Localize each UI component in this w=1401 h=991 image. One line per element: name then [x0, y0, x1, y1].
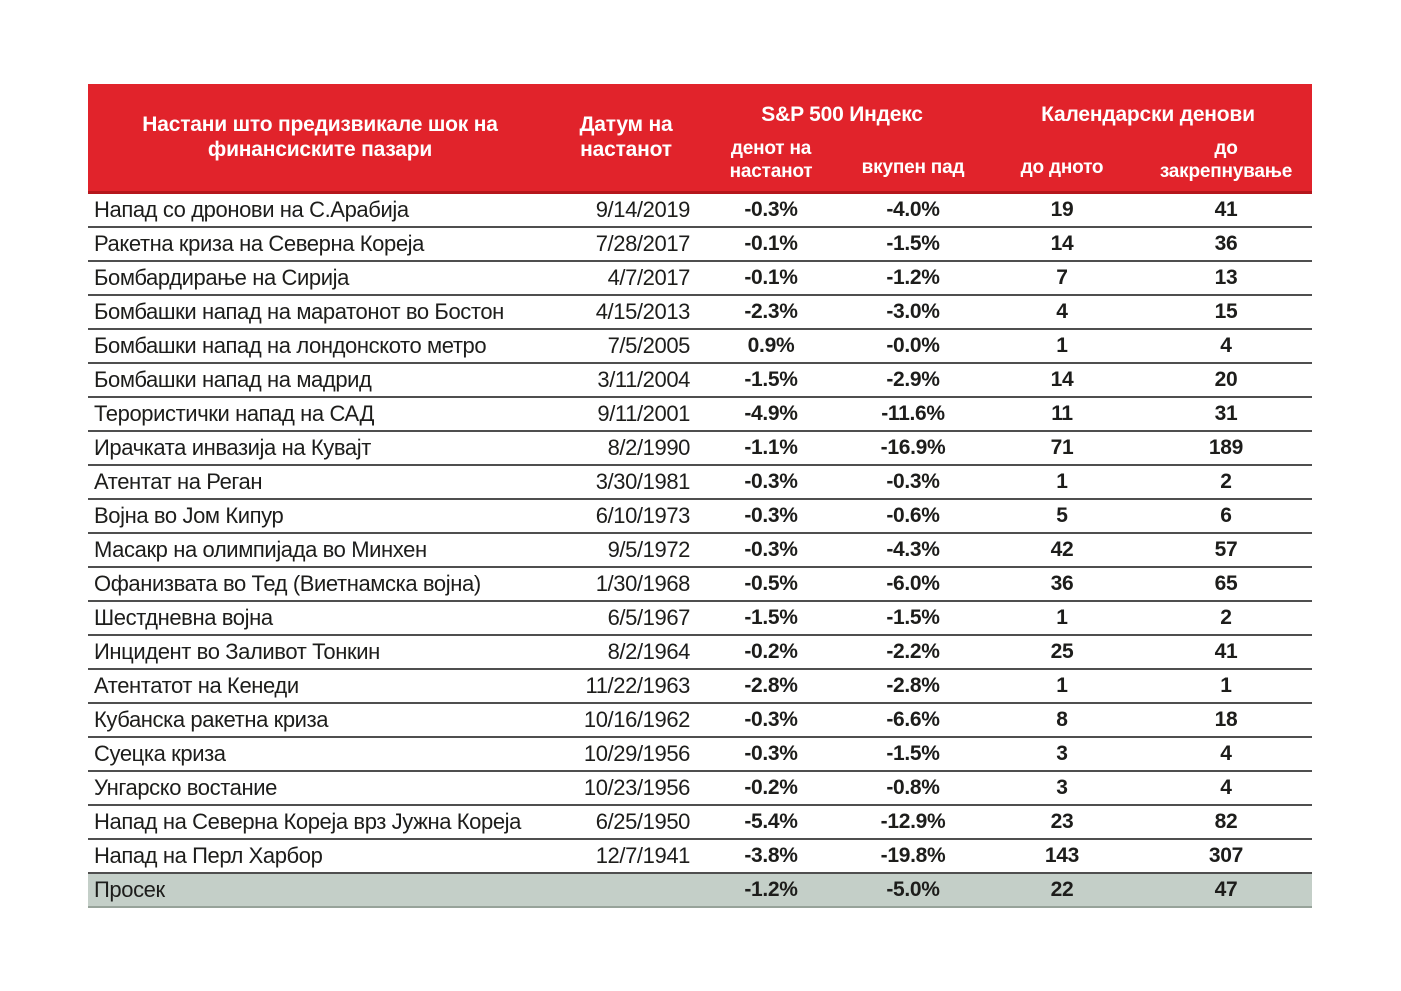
to-bottom-cell: 23	[1050, 810, 1074, 833]
day-pct-cell: -5.4%	[744, 810, 798, 833]
header-to-recovery-label: до закрепнување	[1159, 138, 1293, 182]
table-row	[88, 840, 1312, 874]
total-pct-cell: -0.8%	[886, 776, 940, 799]
summary-row	[88, 874, 1312, 908]
date-cell: 6/5/1967	[607, 605, 690, 630]
date-cell: 1/30/1968	[595, 571, 690, 596]
day-pct-cell: -0.3%	[744, 538, 798, 561]
to-recovery-cell: 20	[1214, 368, 1238, 391]
to-recovery-cell: 189	[1208, 436, 1244, 459]
day-pct-cell: -0.3%	[744, 198, 798, 221]
header-date-label: Датум на настанот	[579, 112, 673, 161]
header-events-label: Настани што предизвикале шок на финансиските пазари	[142, 112, 498, 161]
to-bottom-cell: 14	[1050, 368, 1074, 391]
date-cell: 11/22/1963	[585, 673, 690, 698]
event-cell: Офанизвата во Тед (Виетнамска војна)	[94, 571, 481, 596]
day-pct-cell: -1.5%	[744, 606, 798, 629]
total-pct-cell: -0.0%	[886, 334, 940, 357]
date-cell: 12/7/1941	[595, 843, 690, 868]
to-recovery-cell: 2	[1220, 606, 1232, 629]
day-pct-cell: -2.3%	[744, 300, 798, 323]
header-to-bottom-column: до дното	[1020, 157, 1104, 179]
table-row	[88, 228, 1312, 262]
to-bottom-cell: 36	[1050, 572, 1074, 595]
to-bottom-cell: 1	[1056, 674, 1068, 697]
to-bottom-cell: 7	[1056, 266, 1068, 289]
to-bottom-cell: 3	[1056, 776, 1068, 799]
summary-to-bottom-cell: 22	[1050, 878, 1074, 901]
table-header	[88, 84, 1312, 194]
event-cell: Напад на Северна Кореја врз Јужна Кореја	[94, 809, 521, 834]
date-cell: 7/28/2017	[595, 231, 690, 256]
table-row	[88, 296, 1312, 330]
to-bottom-cell: 14	[1050, 232, 1074, 255]
to-recovery-cell: 57	[1214, 538, 1238, 561]
table-row	[88, 738, 1312, 772]
table-row	[88, 602, 1312, 636]
to-bottom-cell: 5	[1056, 504, 1068, 527]
table-row	[88, 262, 1312, 296]
day-pct-cell: -0.1%	[744, 232, 798, 255]
date-cell: 6/10/1973	[595, 503, 690, 528]
to-bottom-cell: 8	[1056, 708, 1068, 731]
total-pct-cell: -1.5%	[886, 232, 940, 255]
date-cell: 8/2/1990	[607, 435, 690, 460]
day-pct-cell: -1.5%	[744, 368, 798, 391]
to-recovery-cell: 2	[1220, 470, 1232, 493]
event-cell: Напад со дронови на С.Арабија	[94, 197, 409, 222]
to-recovery-cell: 6	[1220, 504, 1232, 527]
day-pct-cell: -0.3%	[744, 504, 798, 527]
summary-day-pct-cell: -1.2%	[744, 878, 798, 901]
table-row	[88, 670, 1312, 704]
table-row	[88, 432, 1312, 466]
total-pct-cell: -3.0%	[886, 300, 940, 323]
total-pct-cell: -19.8%	[880, 844, 946, 867]
to-recovery-cell: 82	[1214, 810, 1238, 833]
event-cell: Инцидент во Заливот Тонкин	[94, 639, 380, 664]
table-row	[88, 772, 1312, 806]
event-cell: Ракетна криза на Северна Кореја	[94, 231, 424, 256]
table-row	[88, 466, 1312, 500]
to-bottom-cell: 11	[1051, 402, 1073, 425]
date-cell: 4/7/2017	[607, 265, 690, 290]
to-bottom-cell: 19	[1050, 198, 1074, 221]
event-cell: Унгарско востание	[94, 775, 277, 800]
day-pct-cell: 0.9%	[747, 334, 795, 357]
to-recovery-cell: 4	[1220, 776, 1232, 799]
table-row	[88, 194, 1312, 228]
table-row	[88, 704, 1312, 738]
day-pct-cell: -3.8%	[744, 844, 798, 867]
event-cell: Ирачката инвазија на Кувајт	[94, 435, 371, 460]
to-bottom-cell: 71	[1050, 436, 1074, 459]
total-pct-cell: -4.3%	[886, 538, 940, 561]
total-pct-cell: -6.0%	[886, 572, 940, 595]
date-cell: 4/15/2013	[595, 299, 690, 324]
table-row	[88, 568, 1312, 602]
day-pct-cell: -1.1%	[744, 436, 798, 459]
to-bottom-cell: 4	[1056, 300, 1068, 323]
table-row	[88, 636, 1312, 670]
table-row	[88, 500, 1312, 534]
table-row	[88, 806, 1312, 840]
table-row	[88, 330, 1312, 364]
market-shock-table	[88, 84, 1312, 908]
event-cell: Војна во Јом Кипур	[94, 503, 284, 528]
date-cell: 9/14/2019	[595, 197, 690, 222]
date-cell: 3/30/1981	[595, 469, 690, 494]
table-row	[88, 534, 1312, 568]
total-pct-cell: -2.8%	[886, 674, 940, 697]
to-bottom-cell: 42	[1050, 538, 1074, 561]
event-cell: Бомбашки напад на мадрид	[94, 367, 372, 392]
header-group-calendar-days: Календарски денови	[1041, 103, 1255, 127]
event-cell: Масакр на олимпијада во Минхен	[94, 537, 427, 562]
to-recovery-cell: 15	[1214, 300, 1238, 323]
total-pct-cell: -2.9%	[886, 368, 940, 391]
header-date-column	[552, 84, 700, 191]
date-cell: 10/29/1956	[583, 741, 690, 766]
total-pct-cell: -16.9%	[880, 436, 946, 459]
to-bottom-cell: 3	[1056, 742, 1068, 765]
header-events-column	[88, 84, 552, 191]
total-pct-cell: -11.6%	[881, 402, 945, 425]
total-pct-cell: -1.5%	[886, 742, 940, 765]
day-pct-cell: -0.1%	[744, 266, 798, 289]
table-body	[88, 194, 1312, 874]
to-recovery-cell: 307	[1208, 844, 1244, 867]
date-cell: 10/23/1956	[583, 775, 690, 800]
summary-total-pct-cell: -5.0%	[886, 878, 940, 901]
event-cell: Шестдневна војна	[94, 605, 273, 630]
date-cell: 10/16/1962	[583, 707, 690, 732]
to-recovery-cell: 41	[1214, 640, 1238, 663]
to-recovery-cell: 36	[1214, 232, 1238, 255]
day-pct-cell: -0.3%	[744, 470, 798, 493]
date-cell: 7/5/2005	[607, 333, 690, 358]
event-cell: Бомбашки напад на маратонот во Бостон	[94, 299, 504, 324]
event-cell: Суецка криза	[94, 741, 226, 766]
header-day-of-event-label: денот на настанот	[729, 138, 813, 182]
table-row	[88, 398, 1312, 432]
to-bottom-cell: 1	[1056, 334, 1068, 357]
to-bottom-cell: 143	[1044, 844, 1080, 867]
to-bottom-cell: 25	[1050, 640, 1074, 663]
total-pct-cell: -12.9%	[880, 810, 946, 833]
summary-label: Просек	[94, 877, 165, 902]
to-recovery-cell: 41	[1214, 198, 1238, 221]
day-pct-cell: -2.8%	[744, 674, 798, 697]
event-cell: Терористички напад на САД	[94, 401, 374, 426]
day-pct-cell: -0.2%	[744, 776, 798, 799]
date-cell: 8/2/1964	[607, 639, 690, 664]
table-row	[88, 364, 1312, 398]
event-cell: Напад на Перл Харбор	[94, 843, 323, 868]
date-cell: 6/25/1950	[595, 809, 690, 834]
day-pct-cell: -0.3%	[744, 742, 798, 765]
header-day-of-event-column	[700, 130, 842, 191]
to-recovery-cell: 4	[1220, 334, 1232, 357]
to-recovery-cell: 1	[1220, 674, 1232, 697]
day-pct-cell: -4.9%	[744, 402, 798, 425]
to-bottom-cell: 1	[1056, 606, 1068, 629]
date-cell: 9/5/1972	[607, 537, 690, 562]
total-pct-cell: -0.3%	[886, 470, 940, 493]
header-total-decline-column: вкупен пад	[861, 157, 965, 179]
header-group-sp500: S&P 500 Индекс	[761, 103, 923, 127]
header-to-recovery-column	[1140, 130, 1312, 191]
to-recovery-cell: 4	[1220, 742, 1232, 765]
event-cell: Кубанска ракетна криза	[94, 707, 329, 732]
event-cell: Бомбашки напад на лондонското метро	[94, 333, 487, 358]
day-pct-cell: -0.5%	[744, 572, 798, 595]
total-pct-cell: -1.2%	[886, 266, 940, 289]
day-pct-cell: -0.3%	[744, 708, 798, 731]
total-pct-cell: -4.0%	[886, 198, 940, 221]
day-pct-cell: -0.2%	[744, 640, 798, 663]
total-pct-cell: -2.2%	[886, 640, 940, 663]
date-cell: 3/11/2004	[597, 367, 690, 392]
to-recovery-cell: 13	[1214, 266, 1238, 289]
event-cell: Атентатот на Кенеди	[94, 673, 299, 698]
to-recovery-cell: 65	[1214, 572, 1238, 595]
to-recovery-cell: 31	[1214, 402, 1238, 425]
date-cell: 9/11/2001	[597, 401, 690, 426]
event-cell: Атентат на Реган	[94, 469, 263, 494]
total-pct-cell: -6.6%	[886, 708, 940, 731]
total-pct-cell: -0.6%	[886, 504, 940, 527]
total-pct-cell: -1.5%	[886, 606, 940, 629]
event-cell: Бомбардирање на Сирија	[94, 265, 349, 290]
to-bottom-cell: 1	[1056, 470, 1068, 493]
summary-to-recovery-cell: 47	[1214, 878, 1238, 901]
to-recovery-cell: 18	[1214, 708, 1238, 731]
